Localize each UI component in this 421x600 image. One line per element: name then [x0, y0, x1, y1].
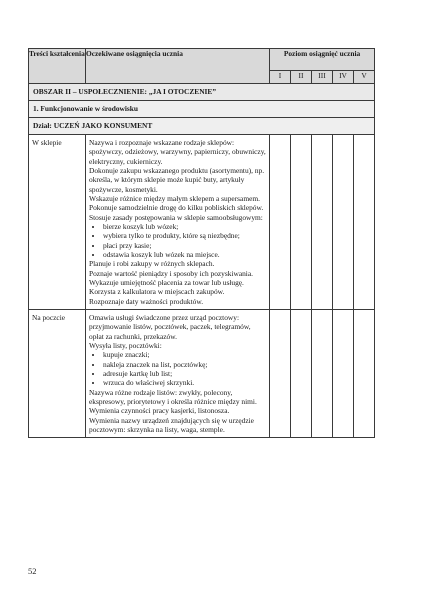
content-line: Dokonuje zakupu wskazanego produktu (asortymentu), np. określa, w którym sklepie może kupić buty, artykuły spożywcze, kosmetyki. — [89, 165, 265, 194]
row-content-w-sklepie — [86, 135, 270, 310]
level-cell — [312, 309, 333, 437]
content-line: Wymienia nazwy urządzeń znajdujących się w urzędzie pocztowym: skrzynka na listy, waga, stemple. — [89, 415, 254, 434]
bullet-item: • płaci przy kasie; — [103, 241, 266, 250]
bullet-list — [89, 350, 266, 387]
content-line: Pokonuje samodzielnie drogę do kilku pobliskich sklepów. — [89, 203, 264, 213]
content-line: Wymienia czynności pracy kasjerki, listonosza. — [89, 406, 230, 416]
table-row — [29, 135, 375, 310]
level-cell — [333, 309, 354, 437]
level-cell — [291, 309, 312, 437]
bullet-item: • kupuje znaczki; — [103, 350, 266, 359]
content-line: Korzysta z kalkulatora w miejscach zakupów. — [89, 287, 225, 297]
content-line: Planuje i robi zakupy w różnych sklepach. — [89, 259, 215, 269]
table-row — [29, 309, 375, 437]
content-line: Poznaje wartość pieniądzy i sposoby ich pozyskiwania. — [89, 268, 253, 278]
bullet-list — [89, 222, 266, 259]
row-content-na-poczcie — [86, 309, 270, 437]
level-cell — [354, 135, 375, 310]
curriculum-table — [28, 48, 375, 438]
level-2-header: II — [291, 71, 312, 84]
content-line: Wysyła listy, pocztówki: — [89, 340, 162, 350]
level-cell — [333, 135, 354, 310]
content-line: Nazywa różne rodzaje listów: zwykły, polecony, ekspresowy, priorytetowy i określa różnice między nimi. — [89, 387, 257, 406]
header-tresci: Treści kształcenia — [29, 49, 86, 84]
bullet-item: • wybiera tylko te produkty, które są niezbędne; — [103, 231, 266, 240]
level-cell — [312, 135, 333, 310]
content-line: Rozpoznaje daty ważności produktów. — [89, 296, 204, 306]
bullet-item: • odstawia koszyk lub wózek na miejsce. — [103, 250, 266, 259]
content-line: Wskazuje różnice między małym sklepem a supersamem. — [89, 193, 260, 203]
content-line: Wykazuje umiejętność płacenia za towar lub usługę. — [89, 277, 244, 287]
bullet-item: • bierze koszyk lub wózek; — [103, 222, 266, 231]
bullet-item: • wrzuca do właściwej skrzynki. — [103, 378, 266, 387]
level-cell — [354, 309, 375, 437]
content-line: Stosuje zasady postępowania w sklepie samoobsługowym: — [89, 212, 263, 222]
level-4-header: IV — [333, 71, 354, 84]
level-cell — [270, 309, 291, 437]
header-oczekiwane: Oczekiwane osiągnięcia ucznia — [86, 49, 270, 84]
section-funkcjonowanie: 1. Funkcjonowanie w środowisku — [29, 101, 375, 118]
level-5-header: V — [354, 71, 375, 84]
bullet-item: • nakleja znaczek na list, pocztówkę; — [103, 360, 266, 369]
content-line: Nazywa i rozpoznaje wskazane rodzaje sklepów: spożywczy, odzieżowy, warzywny, papierniczy, obuwniczy, elektryczny, cukierniczy. — [89, 138, 266, 166]
content-line: Omawia usługi świadczone przez urząd pocztowy: przyjmowanie listów, pocztówek, paczek, telegramów, opłat za rachunki, przekazów. — [89, 312, 251, 341]
level-3-header: III — [312, 71, 333, 84]
section-dzial: Dział: UCZEŃ JAKO KONSUMENT — [29, 118, 375, 135]
row-label-w-sklepie: W sklepie — [29, 135, 86, 310]
page-number: 52 — [28, 566, 37, 576]
level-1-header: I — [270, 71, 291, 84]
header-poziom: Poziom osiągnięć ucznia — [270, 49, 375, 71]
row-label-na-poczcie: Na poczcie — [29, 309, 86, 437]
bullet-item: • adresuje kartkę lub list; — [103, 369, 266, 378]
section-obszar: OBSZAR II – USPOŁECZNIENIE: „JA I OTOCZENIE” — [29, 84, 375, 101]
level-cell — [270, 135, 291, 310]
level-cell — [291, 135, 312, 310]
